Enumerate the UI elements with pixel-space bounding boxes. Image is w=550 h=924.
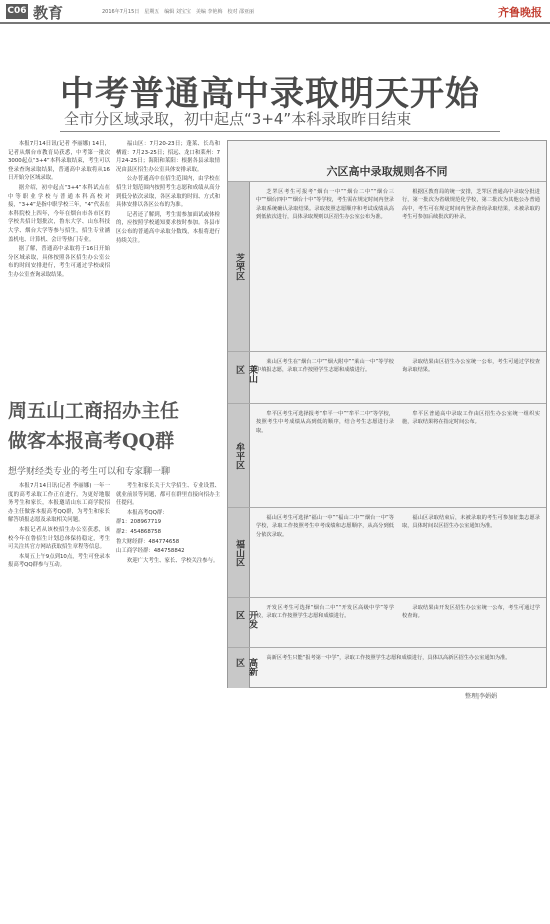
paragraph: 考生和家长关于大学招生、专业设置、就业前景等问题，都可在群里直接向招办主任提问。 [116,483,220,507]
paragraph: 本报记者从该校招生办公室获悉，该校今年在鲁招生计划总体保持稳定，考生可关注其官方网站获取招生章程等信息。 [8,526,110,551]
region-label: 莱山区 [234,364,257,383]
region-label: 福山区 [234,539,244,566]
article2-title-line2: 做客本报高考QQ群 [8,430,175,452]
paragraph: 芝罘区考生可报考“烟台一中”“烟台二中”“烟台三中”“烟台四中”“烟台十中”等学校，考生需在规定时间内登录录取系统确认录取结果。录取按照志愿顺序和考试成绩从高到低依次进行，具体录取规则以区招生办公室公布为准。 [256,189,394,221]
region-tab [228,182,250,351]
region-text-left [256,654,540,663]
article1-column-1 [8,140,110,385]
masthead-logo: 齐鲁晚报 [498,6,542,19]
region-row [228,507,546,597]
article1-column-2 [116,140,220,385]
article2-column-1 [8,482,110,697]
panel-title: 六区高中录取规则各不同 [326,165,448,178]
region-text-left [256,514,394,540]
region-row [228,403,546,507]
region-text-left [256,358,394,376]
region-text-left [256,188,394,223]
paragraph: 牟平区考生可选择报考“牟平一中”“牟平二中”等学校，按照考生中考成绩从高到低的顺序，结合考生志愿进行录取。 [256,411,394,434]
paragraph: 福山区录取结束后，未被录取的考生可参加征集志愿录取，具体时间以区招生办公室通知为准。 [402,515,540,530]
paragraph: 欢迎广大考生、家长、学校关注参与。 [126,557,219,564]
region-tab [228,598,257,647]
divider [60,131,500,132]
region-label: 开发区 [234,610,257,629]
region-tab [228,404,250,507]
article2-subtitle: 想学财经类专业的考生可以和专家聊一聊 [8,467,171,477]
paragraph: 录取结果由区招生办公室统一公布，考生可通过学校查询录取结果。 [402,359,540,374]
region-rules-panel [227,140,547,688]
paragraph: 根据区教育局的统一安排，芝罘区普通高中录取分批进行，第一批次为省级规范化学校，第二批次为其他公办普通高中，考生可在规定时间内登录查询录取结果，未被录取的考生可参加后续批次的补录。 [402,189,540,221]
paragraph: 群1：208967719 [116,519,162,526]
paragraph: 录取结果由开发区招生办公室统一公布，考生可通过学校查询。 [402,605,540,620]
region-label: 牟平区 [234,442,244,469]
paragraph: 据介绍，初中起点“3+4”本科试点在中等职业学校与普通本科高校对接，“3+4”是指中职学校三年，“4”代表在本科院校上四年，今年在烟台市各市区的学校共招计划批次，鲁东大学、山东科技大学、烟台大学等参与招生，招生专业涵盖机电、计算机、会计等热门专业。 [8,184,110,243]
region-tab [228,352,257,403]
region-text-right [402,514,540,532]
page-meta: 2016年7月15日 星期五 编辑 刘宝宝 美编 李艳梅 校对 邵亚丽 [102,9,255,15]
paragraph: 记者还了解到，考生需参加面试或体检的，应按照学校通知要求按时参加。各县市区公布的普通高中录取分数线，本报将进行持续关注。 [116,211,220,244]
paragraph: 牟平区普通高中录取工作由区招生办公室统一组织实施，录取结果将在指定时间公布。 [402,411,540,426]
region-label: 高新区 [234,658,257,676]
region-text-right [402,188,540,223]
paragraph: 本报7月14日讯(记者 李丽娜) 一年一度的高考录取工作正在进行，为更好地服务考生和家长，本报邀请山东工商学院招办主任做客本报高考QQ群，为考生和家长解答填报志愿及录取相关问题。 [8,483,110,524]
paragraph: 山工商学经群：484758842 [116,548,185,555]
paragraph: 公办普通高中在招生范围内，由学校在招生计划范围内按照考生志愿和成绩从高分到低分依次录取，各区录取的时间、方式和具体安排以各区公布的为准。 [116,176,220,209]
section-label: 教育 [33,4,64,22]
region-text-right [402,604,540,622]
region-text-left [256,410,394,436]
region-label: 芝罘区 [234,253,244,280]
region-tab [228,508,250,597]
article1-title: 中考普通高中录取明天开始 [60,74,480,114]
page-number: C06 [6,4,28,19]
region-row [228,647,546,688]
paragraph: 本周五上午9点到10点，考生可登录本报高考QQ群参与互动。 [8,553,110,569]
region-text-right [402,358,540,376]
paragraph: 据了解，普通高中录取将于16日开始分区域录取，具体按照各区招生办公室公布的时间安排进行，考生可通过学校或招生办公室查询录取结果。 [8,246,110,278]
paragraph: 鲁大财经群：484774658 [116,538,180,545]
paragraph: 群2：454868758 [116,528,162,535]
region-row [228,181,546,351]
paragraph: 福山区考生可选择“福山一中”“福山二中”“烟台一中”等学校，录取工作按照考生中考成绩和志愿顺序，从高分到低分依次录取。 [256,515,394,538]
paragraph: 本报高考QQ群： [126,509,168,516]
region-tab [228,648,257,688]
article1-subtitle: 全市分区域录取，初中起点“3+4”本科录取昨日结束 [64,110,412,128]
region-row [228,351,546,403]
paragraph: 开发区考生可选择“烟台二中”“开发区高级中学”等学校，录取工作按照学生志愿和成绩进行。 [256,605,394,620]
region-text-left [256,604,394,622]
page-header [0,0,550,24]
editor-credit: 整理|李娟娟 [465,693,498,700]
paragraph: 本报7月14日讯(记者 李丽娜) 14日，记者从烟台市教育局获悉，中考第一批次3000起点“3+4”本科录取结束，考生可以登录查询录取结果，普通高中录取将从16日开始分区域录取。 [8,141,110,182]
paragraph: 福山区：7月20-23日；蓬莱、长岛和栖霞：7月23-25日；招远、龙口和莱州：7月24-25日；海阳和莱阳：根据各县录取情况由县区招生办公室具体安排录取。 [116,141,220,173]
paragraph: 高新区考生只能“报考第一中学”，录取工作按照学生志愿和成绩进行，具体以高新区招生办公室通知为准。 [266,655,511,661]
article2-column-2 [116,482,220,697]
article2-title-line1: 周五山工商招办主任 [8,400,180,422]
region-text-right [402,410,540,428]
paragraph: 莱山区考生在“烟台二中”“烟大附中”“莱山一中”等学校中填报志愿，录取工作按照学生志愿和成绩进行。 [256,359,394,374]
region-row [228,597,546,647]
